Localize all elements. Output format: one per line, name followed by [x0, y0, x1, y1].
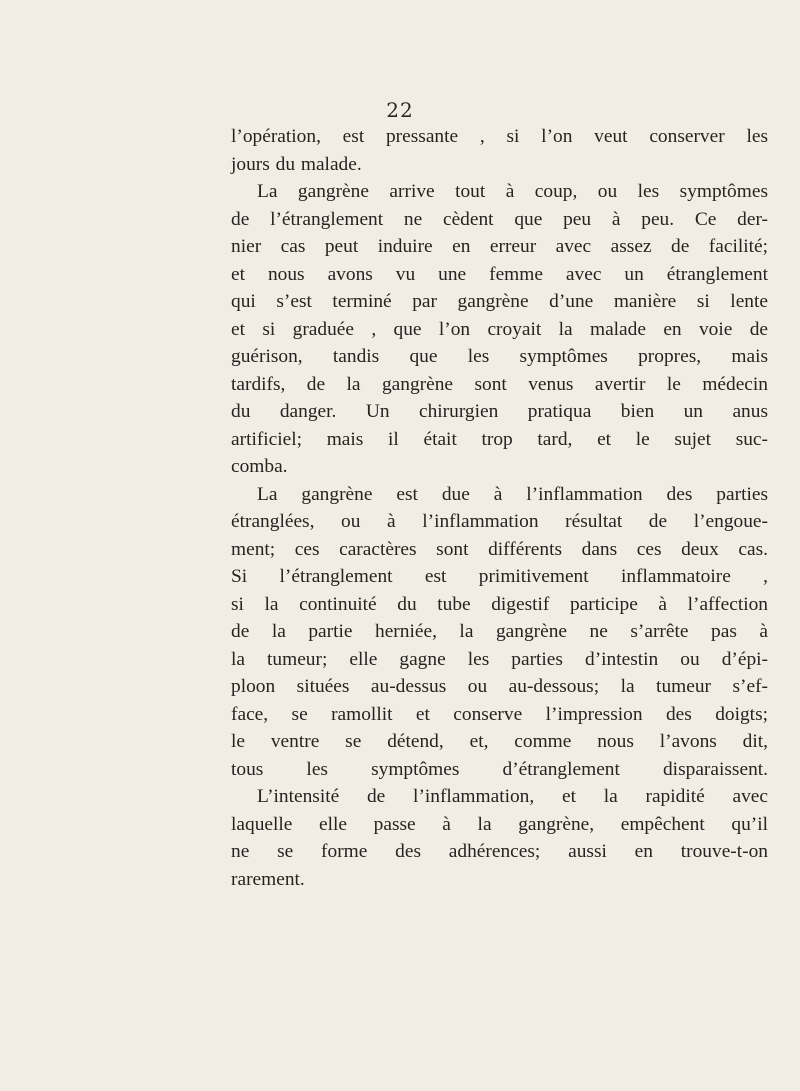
- text-line: de la partie herniée, la gangrène ne s’arrête pas à: [231, 621, 768, 642]
- text-line: tardifs, de la gangrène sont venus avertir le médecin: [231, 373, 768, 395]
- text-line: artificiel; mais il était trop tard, et le sujet suc-: [231, 428, 768, 450]
- text-line: ne se forme des adhérences; aussi en trouve-t-on: [231, 841, 768, 862]
- page-number: 22: [386, 98, 414, 122]
- text-line: La gangrène arrive tout à coup, ou les symptômes: [257, 181, 768, 202]
- text-line: étranglées, ou à l’inflammation résultat de l’engoue-: [231, 511, 768, 532]
- text-line: le ventre se détend, et, comme nous l’avons dit,: [231, 731, 768, 752]
- text-line: la tumeur; elle gagne les parties d’intestin ou d’épi-: [231, 648, 768, 670]
- text-line: et nous avons vu une femme avec un étranglement: [231, 263, 768, 285]
- text-line: La gangrène est due à l’inflammation des parties: [257, 483, 768, 505]
- text-line: face, se ramollit et conserve l’impression des doigts;: [231, 703, 768, 725]
- text-line: Si l’étranglement est primitivement inflammatoire ,: [231, 566, 768, 587]
- text-line: L’intensité de l’inflammation, et la rapidité avec: [257, 786, 768, 807]
- text-line: comba.: [231, 456, 288, 477]
- text-line: ploon situées au-dessus ou au-dessous; la tumeur s’ef-: [231, 676, 768, 697]
- text-line: qui s’est terminé par gangrène d’une manière si lente: [231, 291, 768, 312]
- text-line: si la continuité du tube digestif participe à l’affection: [231, 593, 768, 615]
- text-line: ment; ces caractères sont différents dans ces deux cas.: [231, 538, 768, 560]
- text-line: et si graduée , que l’on croyait la malade en voie de: [231, 318, 768, 340]
- text-line: du danger. Un chirurgien pratiqua bien un anus: [231, 401, 768, 422]
- text-line: laquelle elle passe à la gangrène, empêchent qu’il: [231, 813, 768, 835]
- text-line: rarement.: [231, 868, 305, 890]
- body-text: [231, 123, 768, 893]
- text-line: nier cas peut induire en erreur avec assez de facilité;: [231, 236, 768, 257]
- text-line: de l’étranglement ne cèdent que peu à peu. Ce der-: [231, 208, 768, 230]
- text-line: l’opération, est pressante , si l’on veut conserver les: [231, 126, 768, 147]
- text-line: guérison, tandis que les symptômes propres, mais: [231, 346, 768, 367]
- text-line: jours du malade.: [231, 153, 362, 175]
- text-line: tous les symptômes d’étranglement disparaissent.: [231, 758, 768, 780]
